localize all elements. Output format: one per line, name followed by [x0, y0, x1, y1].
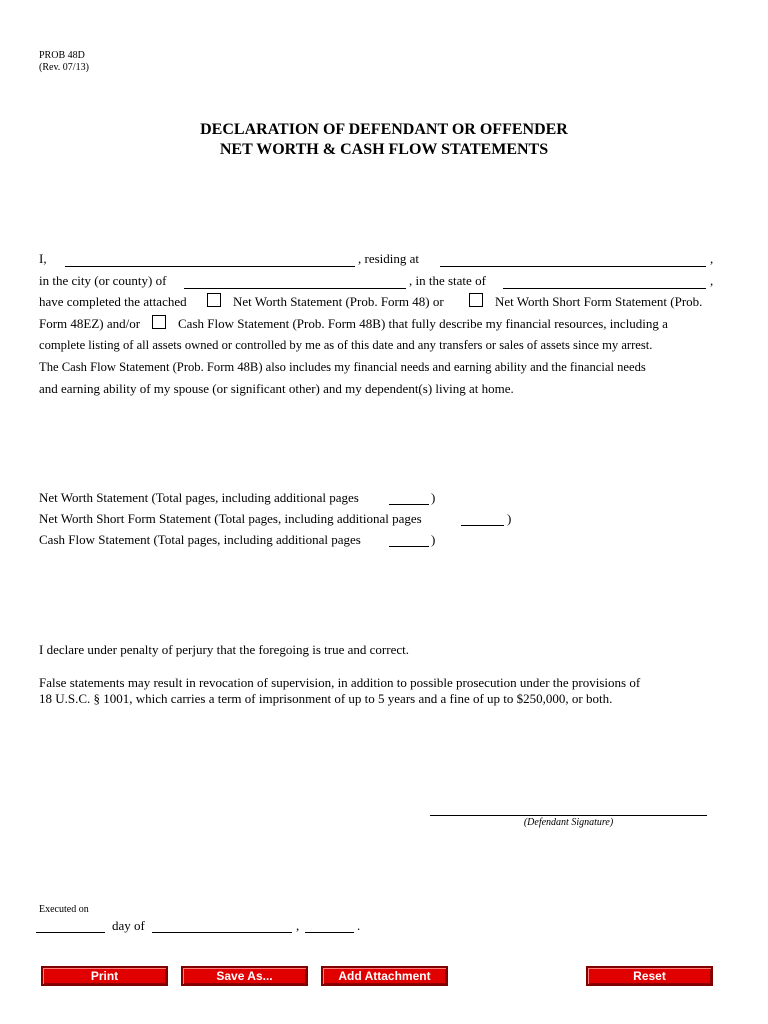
- text-i: I,: [39, 251, 47, 266]
- title-line-1: DECLARATION OF DEFENDANT OR OFFENDER: [200, 121, 568, 138]
- cfs-pages-field[interactable]: [389, 546, 429, 547]
- text-state: , in the state of: [409, 273, 486, 288]
- signature-label: (Defendant Signature): [523, 817, 614, 828]
- text-net-worth-short-form: Net Worth Short Form Statement (Prob.: [495, 294, 703, 309]
- text-nwsf-pages: Net Worth Short Form Statement (Total pages, including additional pages: [39, 511, 422, 526]
- text-nwsf-close: ): [507, 511, 512, 526]
- city-field[interactable]: [184, 288, 406, 289]
- nwsf-pages-field[interactable]: [461, 525, 504, 526]
- text-have-completed: have completed the attached: [39, 294, 187, 309]
- text-residing-at: , residing at: [358, 251, 420, 266]
- text-form-48ez: Form 48EZ) and/or: [39, 316, 141, 331]
- net-worth-statement-checkbox[interactable]: [207, 293, 221, 307]
- text-day-of: day of: [112, 918, 145, 933]
- text-city: in the city (or county) of: [39, 273, 167, 288]
- cash-flow-statement-checkbox[interactable]: [152, 315, 166, 329]
- net-worth-short-form-checkbox[interactable]: [469, 293, 483, 307]
- executed-day-field[interactable]: [36, 932, 105, 933]
- false-statements-line-2: 18 U.S.C. § 1001, which carries a term of imprisonment of up to 5 years and a fine of up to $250,000, or both.: [39, 691, 613, 706]
- text-nws-pages: Net Worth Statement (Total pages, including additional pages: [39, 490, 359, 505]
- text-line-6: The Cash Flow Statement (Prob. Form 48B) also includes my financial needs and earning ability and the financial needs: [39, 360, 646, 374]
- declaration-text: I declare under penalty of perjury that the foregoing is true and correct.: [39, 642, 409, 657]
- reset-button[interactable]: Reset: [586, 966, 713, 986]
- title-line-2: NET WORTH & CASH FLOW STATEMENTS: [219, 141, 549, 158]
- text-comma-2: ,: [710, 273, 714, 288]
- address-field[interactable]: [440, 266, 706, 267]
- add-attachment-button[interactable]: Add Attachment: [321, 966, 448, 986]
- print-button[interactable]: Print: [41, 966, 168, 986]
- text-nws-close: ): [431, 490, 436, 505]
- executed-year-field[interactable]: [305, 932, 354, 933]
- text-cfs-close: ): [431, 532, 436, 547]
- name-field[interactable]: [65, 266, 355, 267]
- false-statements-line-1: False statements may result in revocation of supervision, in addition to possible prosecution under the provisions of: [39, 675, 641, 690]
- state-field[interactable]: [503, 288, 706, 289]
- text-line-5: complete listing of all assets owned or controlled by me as of this date and any transfers or sales of assets since my arrest.: [39, 338, 653, 352]
- text-line-7: and earning ability of my spouse (or significant other) and my dependent(s) living at home.: [39, 381, 514, 396]
- nws-pages-field[interactable]: [389, 504, 429, 505]
- signature-line[interactable]: [430, 815, 707, 816]
- save-as-button[interactable]: Save As...: [181, 966, 308, 986]
- form-id: PROB 48D: [39, 50, 85, 61]
- text-cfs-pages: Cash Flow Statement (Total pages, including additional pages: [39, 532, 361, 547]
- text-net-worth-statement: Net Worth Statement (Prob. Form 48) or: [233, 294, 444, 309]
- executed-month-field[interactable]: [152, 932, 292, 933]
- executed-on-label: Executed on: [39, 904, 89, 915]
- text-cash-flow-statement: Cash Flow Statement (Prob. Form 48B) that fully describe my financial resources, including a: [178, 316, 668, 331]
- text-executed-period: .: [357, 918, 361, 933]
- form-revision: (Rev. 07/13): [39, 62, 89, 73]
- text-comma-1: ,: [710, 251, 714, 266]
- text-executed-comma: ,: [296, 918, 300, 933]
